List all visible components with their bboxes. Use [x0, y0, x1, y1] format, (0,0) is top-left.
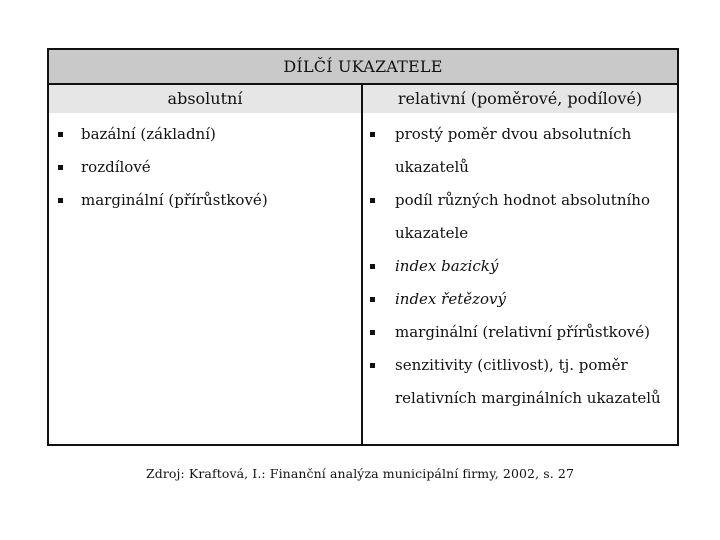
item-text: index bazický — [395, 257, 499, 275]
list-item — [363, 316, 675, 349]
item-text: marginální (relativní přírůstkové) — [395, 323, 650, 341]
bullet-icon — [370, 264, 375, 269]
item-text: rozdílové — [81, 158, 151, 176]
bullet-icon — [370, 198, 375, 203]
indicators-table — [47, 48, 679, 446]
item-text-continued: relativních marginálních ukazatelů — [395, 389, 661, 407]
list-item — [49, 118, 359, 151]
bullet-icon — [370, 297, 375, 302]
item-text-continued: ukazatele — [395, 224, 469, 242]
list-item — [363, 118, 675, 184]
item-text: senzitivity (citlivost), tj. poměr — [395, 356, 628, 374]
relative-indicators-list — [363, 118, 675, 415]
item-text: marginální (přírůstkové) — [81, 191, 268, 209]
column-header-absolute: absolutní — [49, 85, 361, 113]
list-item — [49, 151, 359, 184]
list-item — [363, 250, 675, 283]
bullet-icon — [58, 165, 63, 170]
bullet-icon — [370, 363, 375, 368]
list-item — [363, 349, 675, 415]
list-item — [49, 184, 359, 217]
table-title: DÍLČÍ UKAZATELE — [49, 50, 677, 85]
item-text-continued: ukazatelů — [395, 158, 469, 176]
item-text: prostý poměr dvou absolutních — [395, 125, 632, 143]
column-header-relative: relativní (poměrové, podílové) — [363, 85, 677, 113]
item-text: index řetězový — [395, 290, 506, 308]
bullet-icon — [370, 132, 375, 137]
bullet-icon — [370, 330, 375, 335]
list-item — [363, 283, 675, 316]
item-text: bazální (základní) — [81, 125, 216, 143]
source-citation: Zdroj: Kraftová, I.: Finanční analýza municipální firmy, 2002, s. 27 — [145, 466, 575, 481]
bullet-icon — [58, 132, 63, 137]
list-item — [363, 184, 675, 250]
item-text: podíl různých hodnot absolutního — [395, 191, 650, 209]
absolute-indicators-list — [49, 118, 359, 217]
bullet-icon — [58, 198, 63, 203]
